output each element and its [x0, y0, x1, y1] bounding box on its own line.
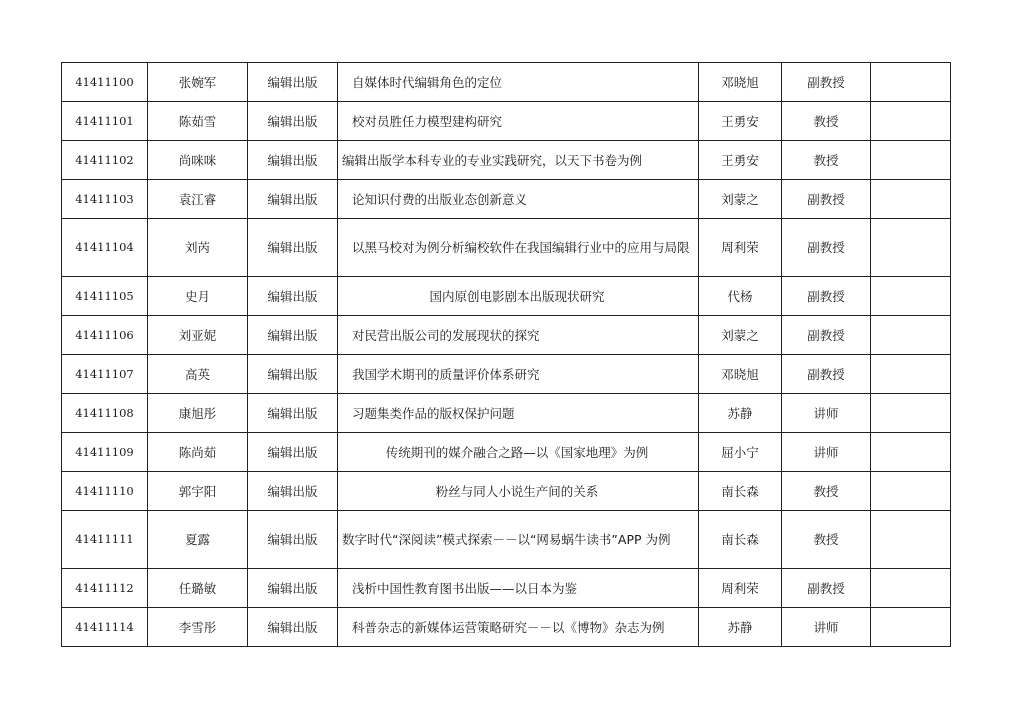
advisor-rank-cell: 副教授 — [782, 316, 871, 355]
major-cell: 编辑出版 — [248, 511, 338, 569]
remarks-cell — [871, 219, 951, 277]
advisor-cell: 南长森 — [699, 472, 782, 511]
major-cell: 编辑出版 — [248, 433, 338, 472]
advisor-rank-cell: 副教授 — [782, 63, 871, 102]
table-row — [62, 355, 951, 394]
advisor-cell: 邓晓旭 — [699, 355, 782, 394]
thesis-title-cell: 论知识付费的出版业态创新意义 — [338, 180, 699, 219]
advisor-cell: 苏静 — [699, 394, 782, 433]
major-cell: 编辑出版 — [248, 355, 338, 394]
advisor-rank-cell: 副教授 — [782, 180, 871, 219]
thesis-title-cell: 科普杂志的新媒体运营策略研究－－以《博物》杂志为例 — [338, 608, 699, 647]
major-cell: 编辑出版 — [248, 102, 338, 141]
remarks-cell — [871, 180, 951, 219]
major-cell: 编辑出版 — [248, 63, 338, 102]
thesis-title-cell: 国内原创电影剧本出版现状研究 — [338, 277, 699, 316]
advisor-rank-cell: 教授 — [782, 141, 871, 180]
student-id-cell: 41411114 — [62, 608, 148, 647]
advisor-rank-cell: 副教授 — [782, 355, 871, 394]
table-row — [62, 180, 951, 219]
major-cell: 编辑出版 — [248, 277, 338, 316]
student-name-cell: 康旭彤 — [148, 394, 248, 433]
thesis-title-cell: 校对员胜任力模型建构研究 — [338, 102, 699, 141]
advisor-cell: 刘蒙之 — [699, 180, 782, 219]
remarks-cell — [871, 355, 951, 394]
student-name-cell: 夏露 — [148, 511, 248, 569]
thesis-title-cell: 自媒体时代编辑角色的定位 — [338, 63, 699, 102]
major-cell: 编辑出版 — [248, 608, 338, 647]
table-row — [62, 63, 951, 102]
table-row — [62, 277, 951, 316]
student-id-cell: 41411111 — [62, 511, 148, 569]
remarks-cell — [871, 316, 951, 355]
advisor-cell: 代杨 — [699, 277, 782, 316]
advisor-cell: 周利荣 — [699, 569, 782, 608]
advisor-cell: 王勇安 — [699, 102, 782, 141]
remarks-cell — [871, 608, 951, 647]
table-row — [62, 569, 951, 608]
student-id-cell: 41411110 — [62, 472, 148, 511]
remarks-cell — [871, 472, 951, 511]
student-name-cell: 陈尚茹 — [148, 433, 248, 472]
thesis-title-cell: 习题集类作品的版权保护问题 — [338, 394, 699, 433]
student-name-cell: 郭宇阳 — [148, 472, 248, 511]
advisor-cell: 刘蒙之 — [699, 316, 782, 355]
table-row — [62, 472, 951, 511]
table-row — [62, 141, 951, 180]
student-id-cell: 41411104 — [62, 219, 148, 277]
thesis-title-cell: 粉丝与同人小说生产间的关系 — [338, 472, 699, 511]
student-name-cell: 尚咪咪 — [148, 141, 248, 180]
student-id-cell: 41411105 — [62, 277, 148, 316]
table-row — [62, 219, 951, 277]
remarks-cell — [871, 277, 951, 316]
thesis-table — [61, 62, 951, 647]
advisor-rank-cell: 讲师 — [782, 608, 871, 647]
major-cell: 编辑出版 — [248, 219, 338, 277]
advisor-cell: 邓晓旭 — [699, 63, 782, 102]
student-name-cell: 陈茹雪 — [148, 102, 248, 141]
thesis-title-cell: 我国学术期刊的质量评价体系研究 — [338, 355, 699, 394]
student-id-cell: 41411101 — [62, 102, 148, 141]
student-id-cell: 41411106 — [62, 316, 148, 355]
student-id-cell: 41411112 — [62, 569, 148, 608]
remarks-cell — [871, 569, 951, 608]
major-cell: 编辑出版 — [248, 394, 338, 433]
student-name-cell: 任璐敏 — [148, 569, 248, 608]
student-name-cell: 刘亚妮 — [148, 316, 248, 355]
remarks-cell — [871, 433, 951, 472]
student-id-cell: 41411102 — [62, 141, 148, 180]
advisor-rank-cell: 教授 — [782, 102, 871, 141]
student-id-cell: 41411109 — [62, 433, 148, 472]
student-id-cell: 41411100 — [62, 63, 148, 102]
major-cell: 编辑出版 — [248, 180, 338, 219]
table-row — [62, 433, 951, 472]
student-name-cell: 刘芮 — [148, 219, 248, 277]
advisor-cell: 屈小宁 — [699, 433, 782, 472]
table-row — [62, 511, 951, 569]
major-cell: 编辑出版 — [248, 472, 338, 511]
advisor-rank-cell: 教授 — [782, 511, 871, 569]
thesis-title-cell: 传统期刊的媒介融合之路—以《国家地理》为例 — [338, 433, 699, 472]
advisor-cell: 苏静 — [699, 608, 782, 647]
advisor-cell: 周利荣 — [699, 219, 782, 277]
thesis-title-cell: 编辑出版学本科专业的专业实践研究，以天下书卷为例 — [338, 141, 699, 180]
table-row — [62, 394, 951, 433]
advisor-cell: 南长森 — [699, 511, 782, 569]
thesis-title-cell: 数字时代“深阅读”模式探索－－以“网易蜗牛读书”APP 为例 — [338, 511, 699, 569]
major-cell: 编辑出版 — [248, 316, 338, 355]
remarks-cell — [871, 394, 951, 433]
advisor-rank-cell: 副教授 — [782, 219, 871, 277]
major-cell: 编辑出版 — [248, 569, 338, 608]
remarks-cell — [871, 102, 951, 141]
thesis-title-cell: 浅析中国性教育图书出版——以日本为鉴 — [338, 569, 699, 608]
table-row — [62, 102, 951, 141]
advisor-rank-cell: 副教授 — [782, 569, 871, 608]
advisor-cell: 王勇安 — [699, 141, 782, 180]
thesis-title-cell: 对民营出版公司的发展现状的探究 — [338, 316, 699, 355]
remarks-cell — [871, 511, 951, 569]
student-name-cell: 袁江睿 — [148, 180, 248, 219]
student-id-cell: 41411103 — [62, 180, 148, 219]
remarks-cell — [871, 63, 951, 102]
student-id-cell: 41411107 — [62, 355, 148, 394]
remarks-cell — [871, 141, 951, 180]
table-row — [62, 608, 951, 647]
thesis-title-cell: 以黑马校对为例分析编校软件在我国编辑行业中的应用与局限 — [338, 219, 699, 277]
student-name-cell: 史月 — [148, 277, 248, 316]
table-row — [62, 316, 951, 355]
student-id-cell: 41411108 — [62, 394, 148, 433]
student-name-cell: 高英 — [148, 355, 248, 394]
advisor-rank-cell: 讲师 — [782, 433, 871, 472]
major-cell: 编辑出版 — [248, 141, 338, 180]
student-name-cell: 李雪彤 — [148, 608, 248, 647]
student-name-cell: 张婉军 — [148, 63, 248, 102]
advisor-rank-cell: 教授 — [782, 472, 871, 511]
advisor-rank-cell: 讲师 — [782, 394, 871, 433]
advisor-rank-cell: 副教授 — [782, 277, 871, 316]
